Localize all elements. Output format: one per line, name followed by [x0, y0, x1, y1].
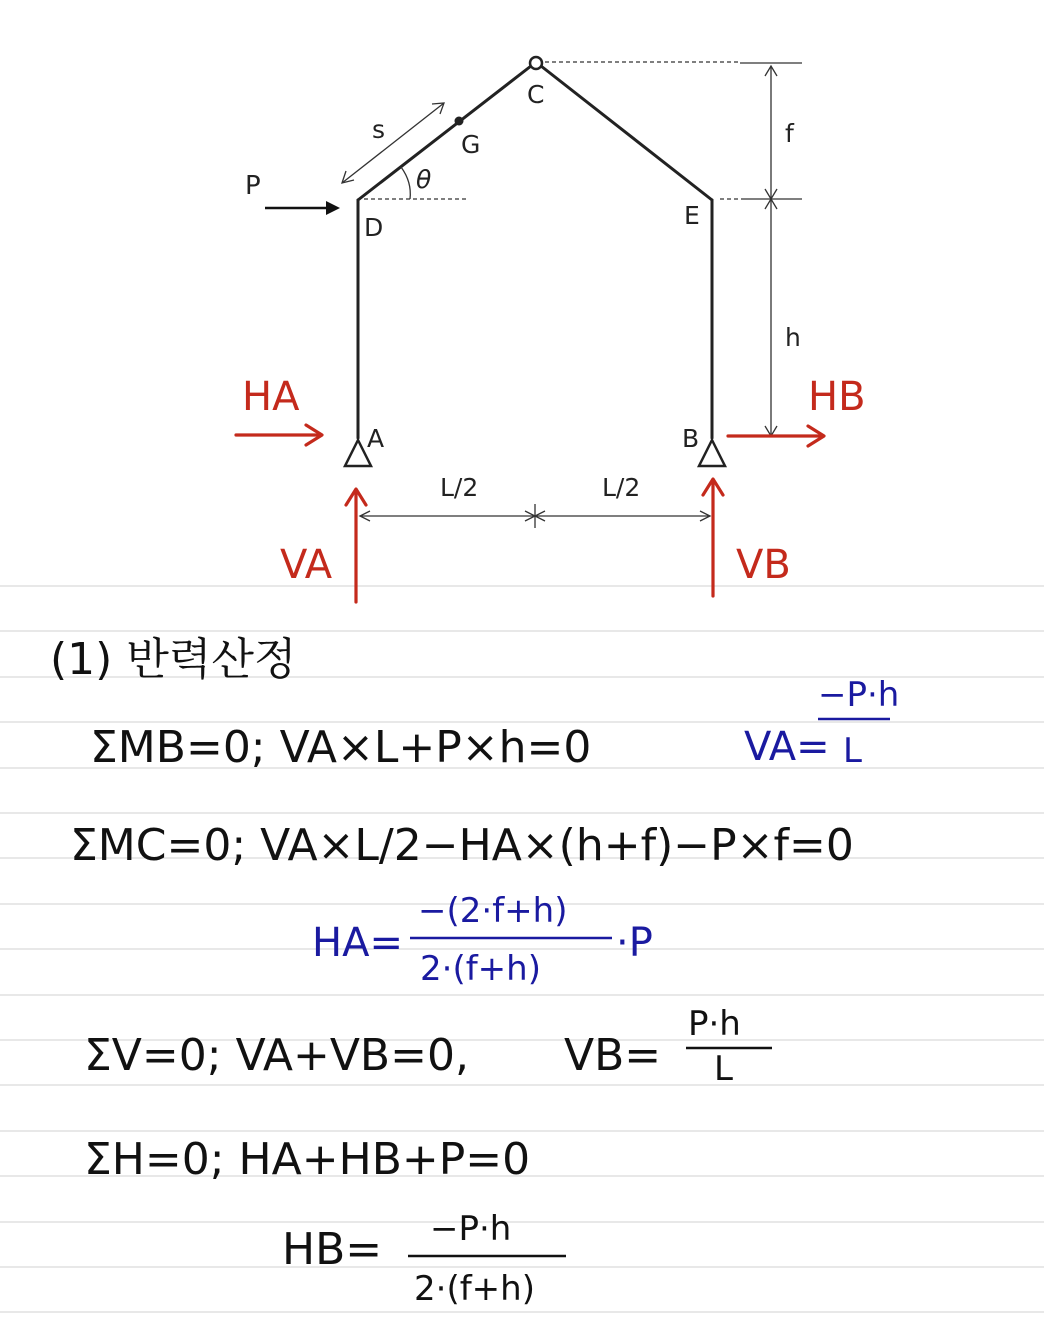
frame [345, 57, 725, 466]
rafter-CE [541, 66, 712, 200]
label-HA: HA [242, 374, 300, 420]
label-G: G [461, 130, 481, 159]
eq3-result-num: P·h [688, 1004, 741, 1044]
eq2-result-tail: ·P [616, 920, 653, 966]
eq2-result-den: 2·(f+h) [420, 949, 541, 989]
label-P: P [245, 171, 261, 201]
eq3-result-lhs: VB= [564, 1030, 662, 1081]
eq2-result-lhs: HA= [312, 920, 403, 966]
label-A: A [367, 424, 385, 453]
eq2-result-num: −(2·f+h) [418, 891, 568, 931]
label-f: f [785, 119, 794, 148]
point-G [455, 117, 464, 126]
label-theta: θ [416, 165, 432, 194]
label-L-half-right: L/2 [602, 473, 641, 502]
eq1-result-den: L [843, 731, 862, 771]
label-C: C [527, 80, 545, 109]
label-VB: VB [736, 542, 791, 588]
eq4-result-den: 2·(f+h) [414, 1269, 535, 1309]
label-B: B [682, 424, 700, 453]
label-HB: HB [808, 374, 866, 420]
notes [50, 634, 899, 1309]
label-L-half-left: L/2 [440, 473, 479, 502]
eq3-result-den: L [714, 1049, 733, 1089]
eq4-result-num: −P·h [430, 1209, 512, 1249]
support-B [699, 440, 725, 466]
hinge-C [530, 57, 542, 69]
label-E: E [684, 201, 700, 230]
label-s: s [372, 115, 386, 144]
eq1-result-num: −P·h [818, 675, 900, 715]
eq2-left: ΣMC=0; VA×L/2−HA×(h+f)−P×f=0 [70, 820, 854, 871]
label-D: D [364, 213, 384, 242]
eq1-left: ΣMB=0; VA×L+P×h=0 [90, 722, 592, 773]
diagram-labels [245, 80, 801, 502]
eq4-result-lhs: HB= [282, 1224, 383, 1275]
notes-heading: (1) 반력산정 [50, 634, 297, 685]
label-VA: VA [280, 542, 333, 588]
eq4-left: ΣH=0; HA+HB+P=0 [84, 1134, 531, 1185]
eq1-result-lhs: VA= [744, 724, 830, 770]
label-h: h [785, 323, 801, 352]
eq3-left: ΣV=0; VA+VB=0, [84, 1030, 469, 1081]
